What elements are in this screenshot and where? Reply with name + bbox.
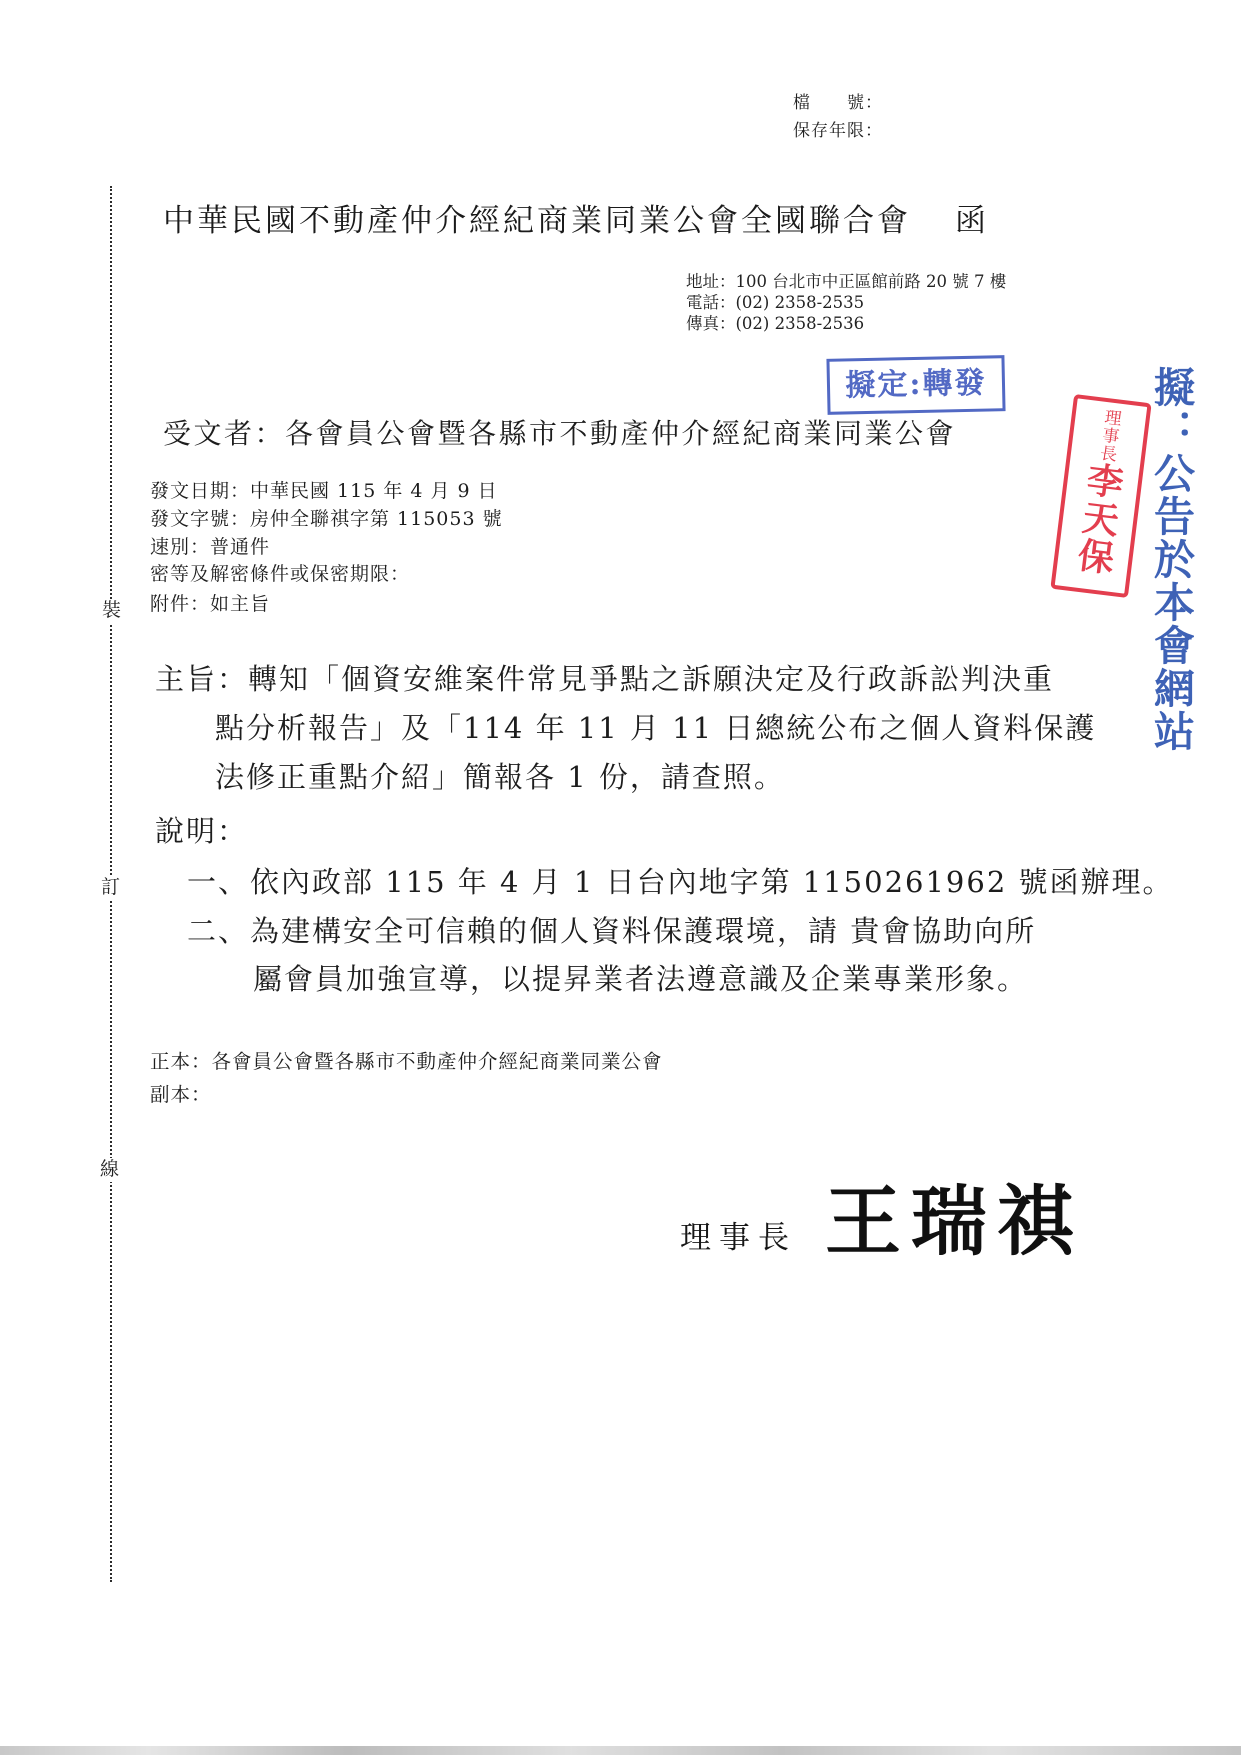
item-2-text-line-1: 為建構安全可信賴的個人資料保護環境，請 貴會協助向所 xyxy=(250,914,1037,948)
org-title: 中華民國不動產仲介經紀商業同業公會全國聯合會 xyxy=(163,203,911,239)
subject-line-1: 主旨：轉知「個資安維案件常見爭點之訴願決定及行政訴訟判決重 xyxy=(155,662,1055,696)
scan-edge-artifact xyxy=(0,1746,1241,1755)
binding-mark-zhuang: 裝 xyxy=(102,599,122,621)
handwritten-note: 擬：公告於本會網站 xyxy=(1147,366,1195,753)
signature-title: 理事長 xyxy=(680,1220,797,1256)
letterhead xyxy=(163,204,989,240)
draft-forward-stamp xyxy=(826,355,1005,415)
file-number-label: 檔 號： xyxy=(793,93,883,113)
item-1-text: 依內政部 115 年 4 月 1 日台內地字第 1150261962 號函辦理。 xyxy=(250,865,1174,899)
subject-line-3: 法修正重點介紹」簡報各 1 份，請查照。 xyxy=(215,760,785,794)
signature-name: 王瑞祺 xyxy=(825,1177,1083,1266)
security-class-line: 密等及解密條件或保密期限： xyxy=(150,563,411,585)
doc-type-label: 函 xyxy=(955,203,989,239)
cc-line: 副本： xyxy=(150,1083,212,1106)
item-1-number: 一、 xyxy=(187,865,250,899)
recipient-line: 受文者：各會員公會暨各縣市不動產仲介經紀商業同業公會 xyxy=(163,417,957,450)
chairman-seal xyxy=(1050,394,1151,598)
retention-period-label: 保存年限： xyxy=(793,121,883,141)
item-2-text-line-2: 屬會員加強宣導，以提昇業者法遵意識及企業專業形象。 xyxy=(253,962,1029,996)
explanation-heading: 說明： xyxy=(155,814,249,848)
subject-line-2: 點分析報告」及「114 年 11 月 11 日總統公布之個人資料保護 xyxy=(215,711,1097,745)
binding-mark-xian: 線 xyxy=(100,1158,120,1180)
doc-number-line: 發文字號：房仲全聯祺字第 115053 號 xyxy=(150,508,503,530)
org-contact-block xyxy=(686,271,1006,334)
binding-mark-ding: 訂 xyxy=(101,876,121,898)
org-phone: 電話：(02) 2358-2535 xyxy=(686,293,865,312)
item-2-number: 二、 xyxy=(187,914,250,948)
issue-date-line: 發文日期：中華民國 115 年 4 月 9 日 xyxy=(150,480,498,502)
speed-class-line: 速別：普通件 xyxy=(150,536,271,558)
org-fax: 傳真：(02) 2358-2536 xyxy=(686,314,865,333)
seal-name: 李天保 xyxy=(1070,459,1126,578)
attachment-line: 附件：如主旨 xyxy=(150,593,271,615)
original-copy-line: 正本：各會員公會暨各縣市不動產仲介經紀商業同業公會 xyxy=(150,1050,663,1073)
seal-title: 理事長 xyxy=(1095,407,1122,464)
org-address: 地址：100 台北市中正區館前路 20 號 7 樓 xyxy=(686,272,1007,291)
draft-stamp-text: 擬定:轉發 xyxy=(845,365,987,404)
